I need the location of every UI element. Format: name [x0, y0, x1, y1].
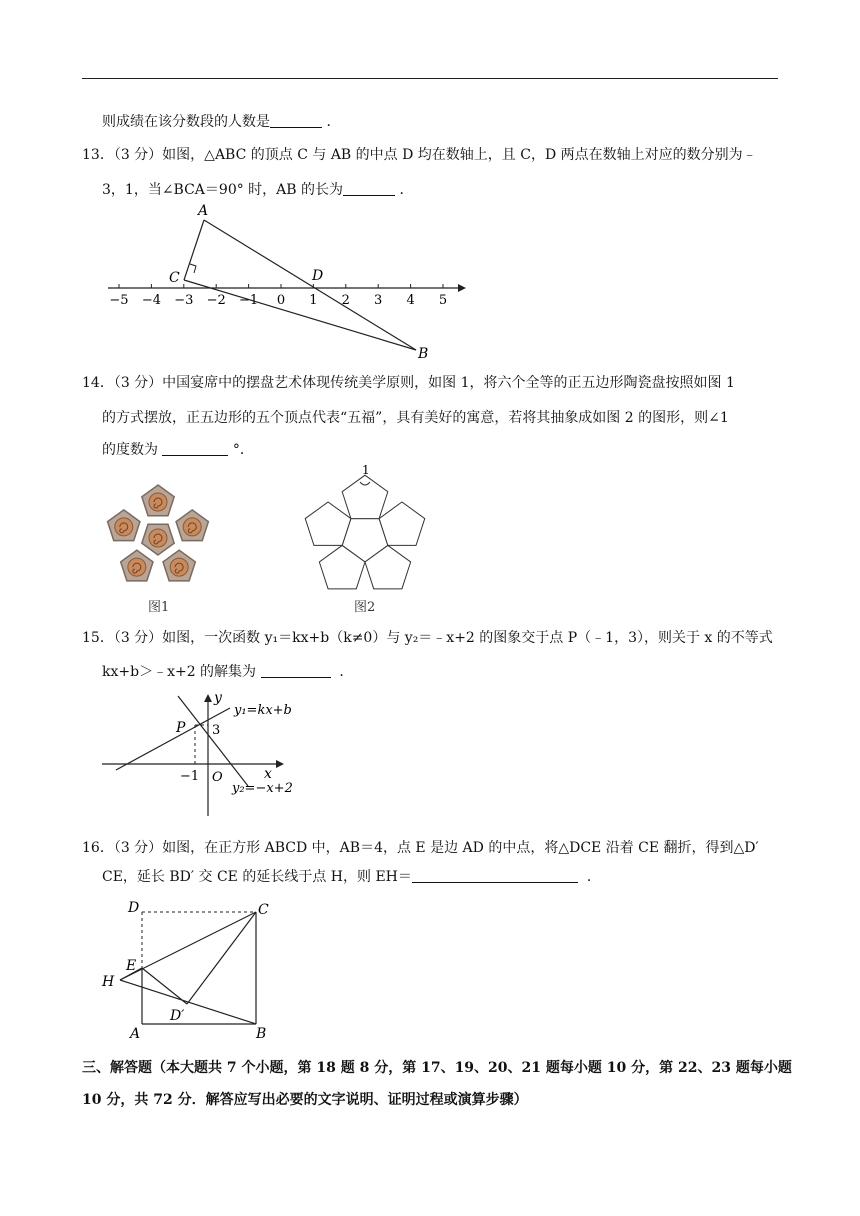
answer-blank	[343, 181, 395, 196]
y-axis-label: y	[214, 690, 222, 706]
q14-figure1	[100, 478, 220, 618]
q12-tail	[102, 112, 340, 132]
plate-center	[149, 493, 167, 511]
answer-blank	[412, 868, 578, 883]
section3-line1: 三、解答题（本大题共 7 个小题，第 18 题 8 分，第 17、19、20、21 题每小题 10 分，第 22、23 题每小题	[82, 1060, 792, 1076]
q13-line2-text: 3，1，当∠BCA＝90° 时，AB 的长为	[102, 182, 344, 198]
fig1-caption: 图1	[148, 600, 170, 615]
plate-center	[170, 558, 188, 576]
label-C: C	[258, 902, 269, 918]
q12-text: 则成绩在该分数段的人数是	[102, 114, 270, 130]
q14-figure2	[300, 462, 430, 618]
outer-pentagon	[365, 545, 411, 588]
q13-line2	[102, 180, 413, 200]
q13-line1: 13．（3 分）如图，△ABC 的顶点 C 与 AB 的中点 D 均在数轴上，且 C，D 两点在数轴上对应的数分别为﹣	[82, 147, 757, 163]
q16-line2-text: CE，延长 BD′ 交 CE 的延长线于点 H，则 EH＝	[102, 869, 412, 885]
line-y2-label: y₂=−x+2	[232, 781, 293, 796]
label-E: E	[126, 958, 137, 974]
tick-label: −2	[206, 293, 226, 308]
q14-line2: 的方式摆放，正五边形的五个顶点代表“五福”，具有美好的寓意，若将其抽象成如图 2 的图形，则∠1	[102, 410, 729, 426]
q14-end: °．	[232, 442, 254, 458]
q15-end: ．	[339, 664, 354, 680]
answer-blank	[270, 113, 322, 128]
plate-center	[183, 518, 201, 536]
q13-end: ．	[399, 182, 414, 198]
tick-3-label: 3	[212, 723, 221, 738]
q16-line1: 16．（3 分）如图，在正方形 ABCD 中，AB＝4，点 E 是边 AD 的中点，将△DCE 沿着 CE 翻折，得到△D′	[82, 840, 759, 856]
q15-line1: 15．（3 分）如图，一次函数 y₁＝kx+b（k≠0）与 y₂＝﹣x+2 的图象交于点 P（﹣1，3），则关于 x 的不等式	[82, 630, 773, 646]
answer-blank	[162, 441, 228, 456]
tick-label: 0	[276, 293, 286, 308]
tick-label: 3	[374, 293, 383, 308]
tick-label: −4	[141, 293, 161, 308]
x-axis-label: x	[264, 766, 272, 782]
tick-label: 4	[406, 293, 415, 308]
plate-center	[149, 529, 167, 547]
angle-1-label: 1	[362, 463, 370, 477]
q14-line3	[102, 440, 254, 460]
tick-label: 2	[341, 293, 350, 308]
plate-center	[115, 518, 133, 536]
tick-neg1-label: −1	[180, 769, 200, 784]
origin-label: O	[212, 770, 223, 785]
q16-end: ．	[586, 869, 601, 885]
section3-line2: 10 分，共 72 分．解答应写出必要的文字说明、证明过程或演算步骤）	[82, 1092, 528, 1108]
q15-figure	[100, 688, 310, 818]
outer-pentagon	[305, 502, 351, 545]
label-Dprime: D′	[170, 1008, 185, 1024]
outer-pentagon	[379, 502, 425, 545]
label-A: A	[130, 1026, 141, 1042]
outer-pentagon	[319, 545, 365, 588]
plate-center	[128, 558, 146, 576]
tick-label: 5	[438, 293, 448, 308]
label-B: B	[256, 1026, 267, 1042]
q15-line2-text: kx+b＞﹣x+2 的解集为	[102, 664, 257, 680]
q13-figure	[100, 200, 470, 360]
q15-line2	[102, 662, 353, 682]
outer-pentagon	[342, 475, 388, 518]
q16-line2	[102, 867, 601, 887]
line-y1-label: y₁=kx+b	[234, 703, 292, 718]
label-B: B	[418, 346, 429, 360]
q14-line1: 14．（3 分）中国宴席中的摆盘艺术体现传统美学原则，如图 1，将六个全等的正五边形陶瓷盘按照如图 1	[82, 375, 735, 391]
q16-figure	[100, 896, 280, 1046]
tick-label: 1	[309, 293, 318, 308]
q12-end: ．	[326, 114, 341, 130]
label-D: D	[312, 268, 324, 284]
tick-label: −3	[174, 293, 194, 308]
tick-label: −1	[239, 293, 259, 308]
tick-label: −5	[109, 293, 129, 308]
label-C: C	[169, 270, 180, 286]
q14-line3-text: 的度数为	[102, 442, 158, 458]
point-P-label: P	[176, 720, 186, 736]
fig2-caption: 图2	[354, 600, 376, 615]
label-H: H	[102, 974, 115, 990]
label-D: D	[128, 900, 140, 916]
label-A: A	[198, 203, 209, 219]
header-rule	[82, 78, 778, 79]
answer-blank	[261, 663, 331, 678]
